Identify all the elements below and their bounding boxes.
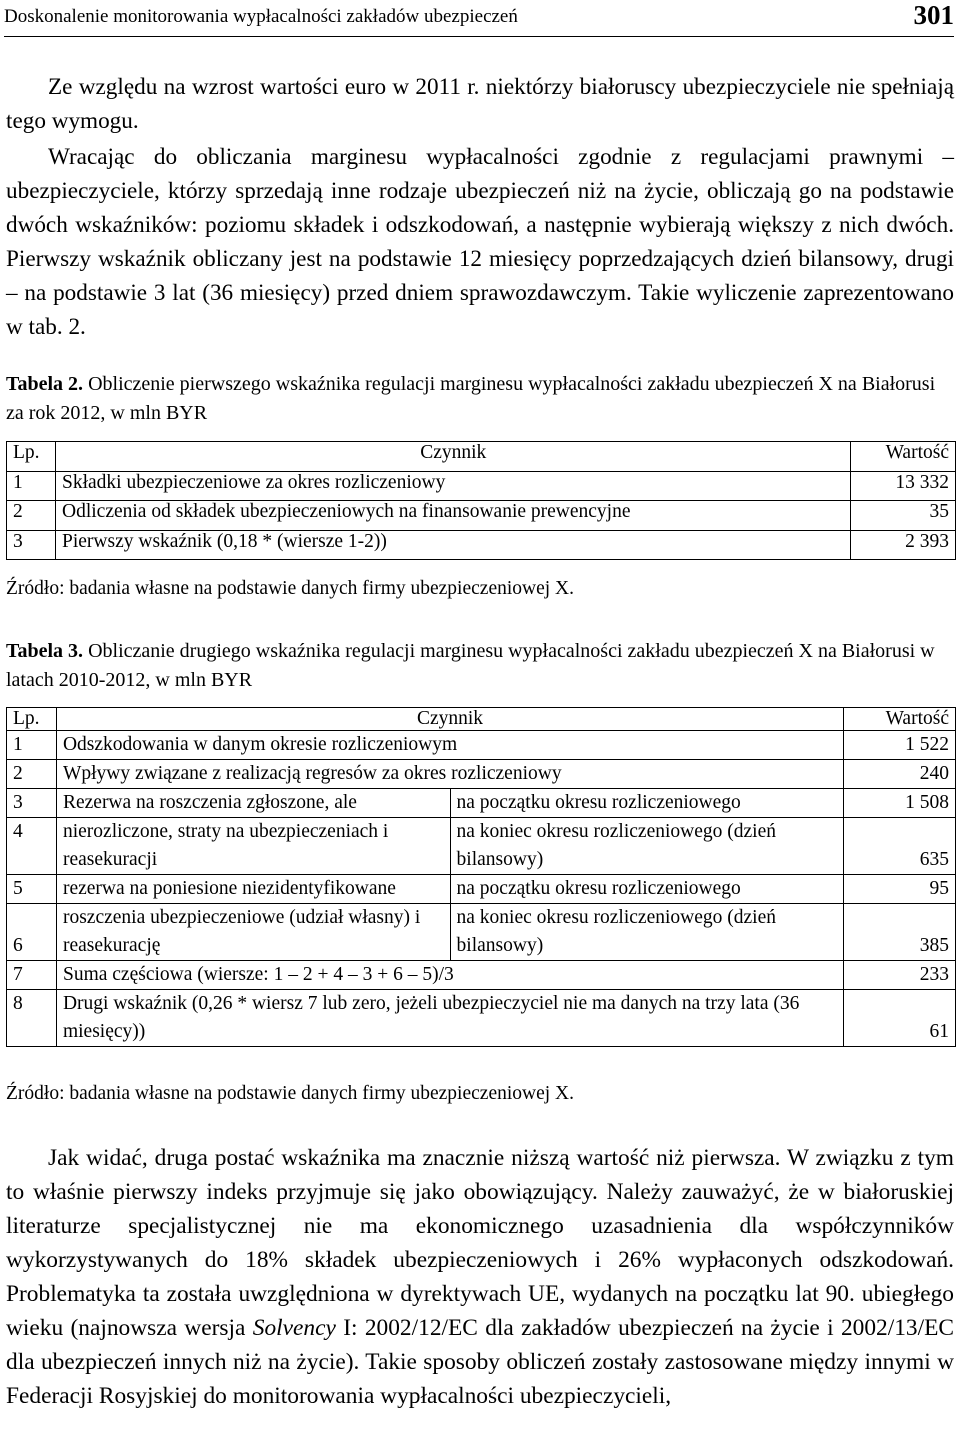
row-factor: Składki ubezpieczeniowe za okres rozliczeniowy — [56, 471, 851, 501]
table-2-caption-text: Obliczenie pierwszego wskaźnika regulacji marginesu wypłacalności zakładu ubezpieczeń X na Białorusi za rok 2012, w mln BYR — [6, 373, 936, 424]
running-title: Doskonalenie monitorowania wypłacalności zakładów ubezpieczeń — [4, 6, 518, 27]
row-group: Rezerwa na roszczenia zgłoszone, ale — [56, 789, 450, 818]
row-value: 13 332 — [851, 471, 956, 501]
row-value: 385 — [844, 904, 956, 961]
row-lp: 1 — [7, 471, 56, 501]
row-subfactor: na koniec okresu rozliczeniowego (dzień bilansowy) — [450, 818, 844, 875]
col-value: Wartość — [851, 442, 956, 472]
row-value: 1 522 — [844, 731, 956, 760]
row-subfactor: na koniec okresu rozliczeniowego (dzień bilansowy) — [450, 904, 844, 961]
table-row — [7, 818, 956, 875]
col-value: Wartość — [844, 708, 956, 731]
row-value: 635 — [844, 818, 956, 875]
table-header-row — [7, 708, 956, 731]
table-2 — [6, 441, 956, 560]
table-row — [7, 961, 956, 990]
table-2-caption — [6, 370, 954, 428]
row-factor: Odliczenia od składek ubezpieczeniowych na finansowanie prewencyjne — [56, 501, 851, 531]
row-lp: 3 — [7, 789, 57, 818]
col-factor: Czynnik — [56, 708, 843, 731]
running-header — [4, 0, 954, 37]
row-lp: 2 — [7, 760, 57, 789]
table-2-label: Tabela 2. — [6, 373, 84, 395]
table-row — [7, 990, 956, 1047]
row-group: rezerwa na poniesione niezidentyfikowane — [56, 875, 450, 904]
table-3 — [6, 707, 956, 1047]
col-lp: Lp. — [7, 442, 56, 472]
row-group: roszczenia ubezpieczeniowe (udział własny) i reasekurację — [56, 904, 450, 961]
table-3-caption — [6, 637, 954, 695]
paragraph-2 — [6, 140, 954, 344]
table-2-source: Źródło: badania własne na podstawie danych firmy ubezpieczeniowej X. — [6, 578, 575, 599]
table-header-row — [7, 442, 956, 472]
row-factor: Odszkodowania w danym okresie rozliczeniowym — [56, 731, 843, 760]
paragraph-2-text: Wracając do obliczania marginesu wypłacalności zgodnie z regulacjami prawnymi – ubezpieczyciele, którzy sprzedają inne rodzaje ubezpieczeń niż na życie, obliczają go na podstawie dwóch wskaźników: poziomu składek i odszkodowań, a następnie wybierają większy z nich dwóch. Pierwszy wskaźnik obliczany jest na podstawie 12 miesięcy poprzedzających dzień bilansowy, drugi – na podstawie 3 lat (36 miesięcy) przed dniem sprawozdawczym. Takie wyliczenie zaprezentowano w tab. 2. — [6, 144, 954, 340]
row-factor: Suma częściowa (wiersze: 1 – 2 + 4 – 3 + 6 – 5)/3 — [56, 961, 843, 990]
row-lp: 5 — [7, 875, 57, 904]
row-value: 240 — [844, 760, 956, 789]
row-value: 1 508 — [844, 789, 956, 818]
paragraph-3-text-a: Jak widać, druga postać wskaźnika ma znacznie niższą wartość niż pierwsza. W związku z tym to właśnie pierwszy indeks przyjmuje się jako obowiązujący. Należy zauważyć, że w białoruskiej literaturze specjalistycznej nie ma ekonomicznego uzasadnienia dla współczynników wykorzystywanych do 18% składek ubezpieczeniowych i 26% wypłaconych odszkodowań. Problematyka ta została uwzględniona w dyrektywach UE, wydanych na początku lat 90. ubiegłego wieku (najnowsza wersja — [6, 1145, 954, 1341]
col-factor: Czynnik — [56, 442, 851, 472]
table-row — [7, 789, 956, 818]
table-row — [7, 731, 956, 760]
paragraph-1-text: Ze względu na wzrost wartości euro w 2011 r. niektórzy białoruscy ubezpieczyciele nie spełniają tego wymogu. — [6, 74, 954, 134]
row-lp: 4 — [7, 818, 57, 875]
table-row — [7, 904, 956, 961]
row-factor: Drugi wskaźnik (0,26 * wiersz 7 lub zero, jeżeli ubezpieczyciel nie ma danych na trzy lata (36 miesięcy)) — [56, 990, 843, 1047]
row-factor: Pierwszy wskaźnik (0,18 * (wiersze 1-2)) — [56, 530, 851, 560]
table-3-source: Źródło: badania własne na podstawie danych firmy ubezpieczeniowej X. — [6, 1083, 575, 1104]
row-lp: 2 — [7, 501, 56, 531]
paragraph-3-italic: Solvency — [252, 1315, 336, 1341]
row-value: 233 — [844, 961, 956, 990]
row-subfactor: na początku okresu rozliczeniowego — [450, 789, 844, 818]
table-3-caption-text: Obliczanie drugiego wskaźnika regulacji marginesu wypłacalności zakładu ubezpieczeń X na Białorusi w latach 2010-2012, w mln BYR — [6, 640, 935, 691]
row-group: nierozliczone, straty na ubezpieczeniach i reasekuracji — [56, 818, 450, 875]
table-row — [7, 501, 956, 531]
row-factor: Wpływy związane z realizacją regresów za okres rozliczeniowy — [56, 760, 843, 789]
row-lp: 8 — [7, 990, 57, 1047]
row-value: 61 — [844, 990, 956, 1047]
paragraph-3 — [6, 1141, 954, 1413]
table-row — [7, 760, 956, 789]
table-row — [7, 471, 956, 501]
row-subfactor: na początku okresu rozliczeniowego — [450, 875, 844, 904]
table-3-label: Tabela 3. — [6, 640, 84, 662]
row-lp: 7 — [7, 961, 57, 990]
paragraph-1 — [6, 70, 954, 138]
row-value: 35 — [851, 501, 956, 531]
row-lp: 6 — [7, 904, 57, 961]
col-lp: Lp. — [7, 708, 57, 731]
row-lp: 1 — [7, 731, 57, 760]
table-row — [7, 875, 956, 904]
page-number: 301 — [913, 0, 954, 30]
row-value: 2 393 — [851, 530, 956, 560]
row-value: 95 — [844, 875, 956, 904]
row-lp: 3 — [7, 530, 56, 560]
paragraph-3-text-b: I: 2002/12/EC dla zakładów ubezpieczeń na życie i 2002/13/EC dla ubezpieczeń innych niż na życie). Takie sposoby obliczeń zostały zastosowane między innymi w Federacji Rosyjskiej do monitorowania wypłacalności ubezpieczycieli, — [6, 1315, 954, 1409]
table-row — [7, 530, 956, 560]
